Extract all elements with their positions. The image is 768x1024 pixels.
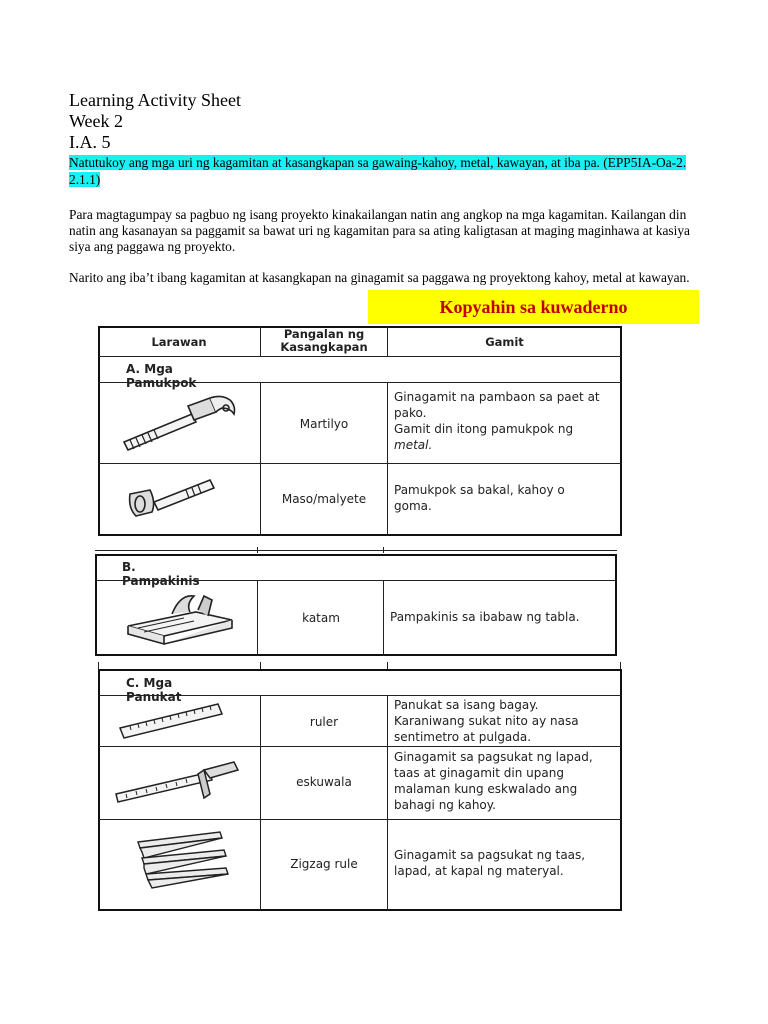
tool-name: katam (302, 611, 340, 625)
intro-paragraph: Para magtagumpay sa pagbuo ng isang proyekto kinakailangan natin ang angkop na mga kagamitan. Kailangan din natin ang kasanayan sa paggamit sa bawat uri ng kagamitan para sa ating kaligtasan at maging maginhawa at kasiya siya ang paggawa ng proyekto. (69, 207, 690, 254)
sheet-code: I.A. 5 (69, 132, 111, 152)
plane-icon (124, 590, 236, 646)
square-icon (114, 758, 242, 808)
learning-objective (69, 154, 693, 188)
tool-name: ruler (309, 715, 339, 729)
tool-name: Zigzag rule (290, 857, 358, 871)
section-title-c: C. Mga Panukat (126, 676, 182, 704)
tool-use: Pampakinis sa ibabaw ng tabla. (390, 610, 580, 624)
tool-use: Ginagamit sa pagsukat ng taas, lapad, at kapal ng materyal. (394, 848, 586, 878)
zigzag-rule-icon (132, 828, 230, 892)
tool-use: Panukat sa isang bagay. Karaniwang sukat nito ay nasa sentimetro at pulgada. (394, 698, 579, 744)
tool-name: Martilyo (299, 417, 349, 431)
section-title-a: A. Mga Pamukpok (126, 362, 197, 390)
tool-use: Ginagamit na pambaon sa paet at pako. Gamit din itong pamukpok ng metal. (394, 390, 600, 452)
mallet-icon (126, 472, 221, 524)
hammer-icon (118, 392, 243, 454)
sheet-title: Learning Activity Sheet (69, 90, 241, 110)
sheet-week: Week 2 (69, 111, 124, 131)
tool-use: Ginagamit sa pagsukat ng lapad, taas at ginagamit din upang malaman kung eskwalado ang bahagi ng kahoy. (394, 750, 593, 812)
col-header-picture: Larawan (151, 335, 207, 349)
sheet-header (69, 90, 241, 153)
col-header-name: Pangalan ng Kasangkapan (280, 327, 368, 354)
ruler-icon (118, 702, 224, 740)
tool-use: Pamukpok sa bakal, kahoy o goma. (394, 483, 565, 513)
section-title-b: B. Pampakinis (122, 560, 200, 588)
col-header-use: Gamit (485, 335, 524, 349)
objective-highlight: Natutukoy ang mga uri ng kagamitan at kasangkapan sa gawaing-kahoy, metal, kawayan, at iba pa. (EPP5IA-Oa-2. 2.1.1) (69, 155, 687, 187)
tool-name: Maso/malyete (281, 492, 367, 506)
tool-name: eskuwala (296, 775, 352, 789)
tools-paragraph: Narito ang iba’t ibang kagamitan at kasangkapan na ginagamit sa paggawa ng proyektong kahoy, metal at kawayan. (69, 270, 690, 285)
copy-notebook-banner: Kopyahin sa kuwaderno (368, 290, 699, 324)
